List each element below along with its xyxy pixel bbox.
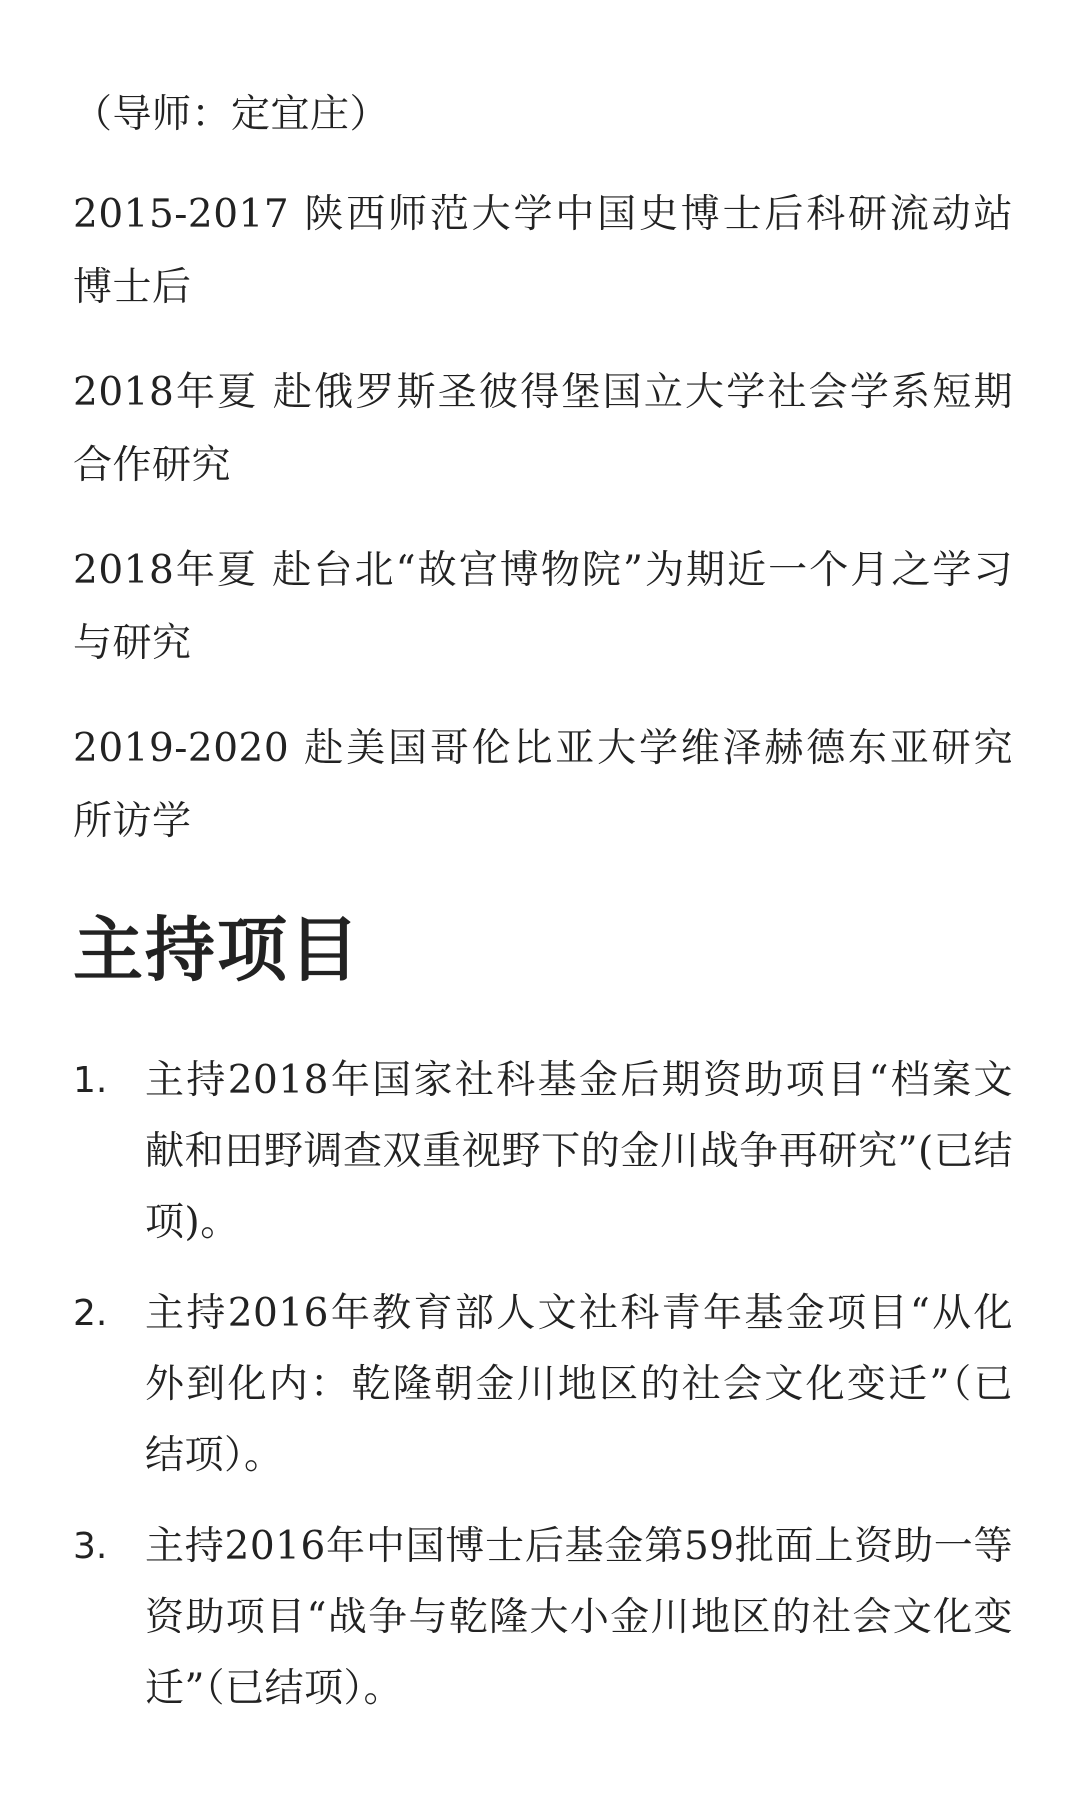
experience-item: 2019-2020 赴美国哥伦比亚大学维泽赫德东亚研究所访学 [73,726,1013,844]
section-title-projects: 主持项目 [73,908,361,991]
experience-item: 2018年夏 赴俄罗斯圣彼得堡国立大学社会学系短期合作研究 [73,370,1013,488]
experience-item: 2015-2017 陕西师范大学中国史博士后科研流动站博士后 [73,192,1013,310]
experience-item: 2018年夏 赴台北“故宫博物院”为期近一个月之学习与研究 [73,548,1013,666]
list-number: 1. [73,1060,108,1101]
project-text: 主持2016年教育部人文社科青年基金项目“从化外到化内：乾隆朝金川地区的社会文化变迁”（已结项）。 [145,1291,1013,1478]
project-text: 主持2018年国家社科基金后期资助项目“档案文献和田野调查双重视野下的金川战争再研究”(已结项)。 [145,1058,1013,1245]
project-list-item [73,1278,1013,1491]
project-text: 主持2016年中国博士后基金第59批面上资助一等资助项目“战争与乾隆大小金川地区的社会文化变迁”（已结项）。 [145,1524,1013,1711]
advisor-line: （导师：定宜庄） [73,92,390,137]
project-list-item [73,1045,1013,1258]
project-list-item [73,1511,1013,1724]
project-list [73,1045,1013,1744]
list-number: 2. [73,1293,108,1334]
list-number: 3. [73,1526,108,1567]
